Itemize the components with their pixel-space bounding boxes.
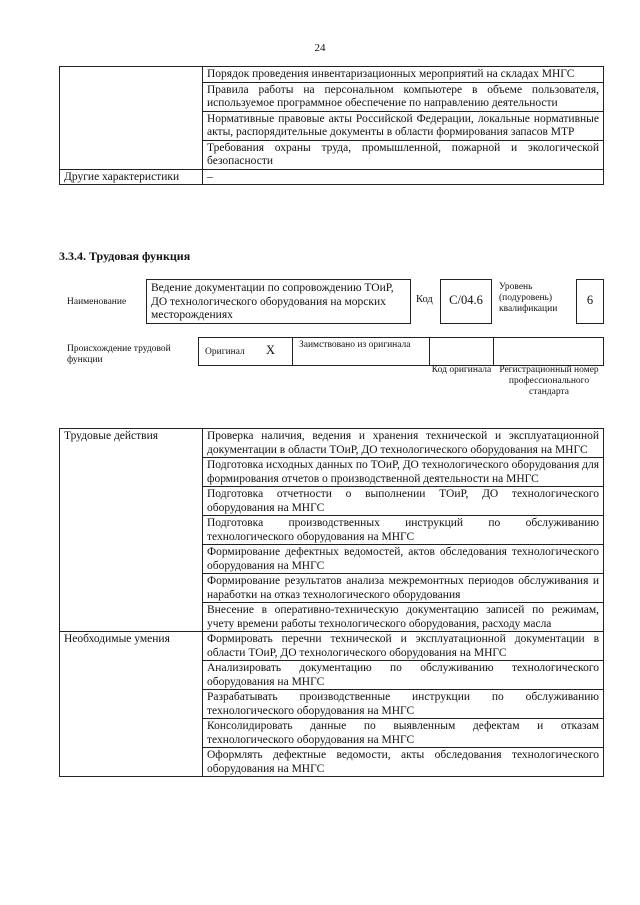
code-label: Код: [416, 294, 433, 305]
row-label: Необходимые умения: [60, 632, 203, 777]
row-label: [60, 67, 203, 170]
row-label: Другие характеристики: [60, 169, 203, 185]
table-row: [60, 429, 604, 458]
table-cell: Проверка наличия, ведения и хранения технической и эксплуатационной документации в области ТОиР, ДО технологического оборудования на МНГС: [203, 429, 604, 458]
reg-number-cell: [493, 337, 604, 366]
actions-table: [59, 428, 604, 777]
code-original-label: Код оригинала: [431, 365, 492, 375]
function-name-box: Ведение документации по сопровождению ТОиР, ДО технологического оборудования на морских месторождениях: [146, 279, 411, 324]
table-row: [60, 169, 604, 185]
table-cell: Подготовка исходных данных по ТОиР, ДО технологического оборудования для формирования отчетов о производственной деятельности на МНГС: [203, 458, 604, 487]
level-value: 6: [576, 279, 604, 324]
level-label: Уровень (подуровень) квалификации: [499, 282, 558, 314]
table-row: [60, 67, 604, 83]
table-cell: Консолидировать данные по выявленным дефектам и отказам технологического оборудования на МНГС: [203, 719, 604, 748]
table-cell: Подготовка отчетности о выполнении ТОиР, ДО технологического оборудования на МНГС: [203, 487, 604, 516]
reg-number-label: Регистрационный номер профессионального стандарта: [499, 365, 599, 397]
original-label: Оригинал: [205, 347, 245, 357]
section-heading: 3.3.4. Трудовая функция: [59, 249, 191, 263]
table-cell: Порядок проведения инвентаризационных мероприятий на складах МНГС: [203, 67, 604, 83]
table-cell: Формирование результатов анализа межремонтных периодов обслуживания и наработки на отказ технологического оборудования: [203, 574, 604, 603]
row-label: Трудовые действия: [60, 429, 203, 632]
page-number: 24: [314, 42, 326, 54]
table-row: [60, 632, 604, 661]
table-cell: Анализировать документацию по обслуживанию технологического оборудования на МНГС: [203, 661, 604, 690]
table-cell: Внесение в оперативно-техническую документацию записей по режимам, учету времени работы технологического оборудования, расходу масла: [203, 603, 604, 632]
table-cell: Оформлять дефектные ведомости, акты обследования технологического оборудования на МНГС: [203, 748, 604, 777]
table-cell: Правила работы на персональном компьютере в объеме пользователя, используемое программное обеспечение по направлению деятельности: [203, 82, 604, 111]
borrowed-cell: [292, 337, 430, 366]
table-cell: Разрабатывать производственные инструкции по обслуживанию технологического оборудования на МНГС: [203, 690, 604, 719]
table-cell: Требования охраны труда, промышленной, пожарной и экологической безопасности: [203, 140, 604, 169]
table-cell: Подготовка производственных инструкций по обслуживанию технологического оборудования на МНГС: [203, 516, 604, 545]
table-cell: –: [203, 169, 604, 185]
original-cell: [198, 337, 293, 366]
code-value: C/04.6: [440, 279, 492, 324]
table-cell: Формирование дефектных ведомостей, актов обследования технологического оборудования на МНГС: [203, 545, 604, 574]
name-label: Наименование: [67, 297, 127, 307]
borrowed-label: Заимствовано из оригинала: [299, 340, 411, 350]
origin-label: Происхождение трудовой функции: [67, 344, 171, 365]
original-mark: X: [266, 343, 276, 357]
table-cell: Нормативные правовые акты Российской Федерации, локальные нормативные акты, распорядительные документы в области формирования запасов МТР: [203, 111, 604, 140]
code-original-cell: [429, 337, 494, 366]
knowledge-table: [59, 66, 604, 185]
table-cell: Формировать перечни технической и эксплуатационной документации в области ТОиР, ДО технологического оборудования на МНГС: [203, 632, 604, 661]
